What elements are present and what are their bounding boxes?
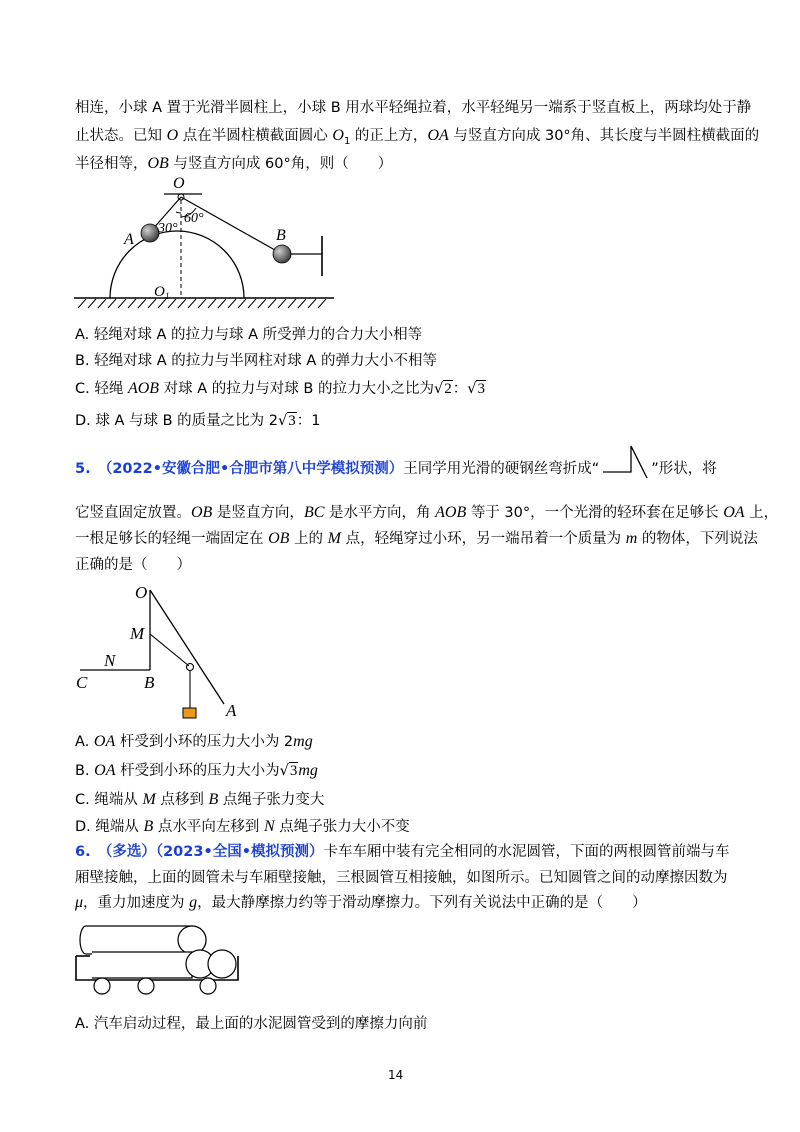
q4-option-a[interactable]: A. 轻绳对球 A 的拉力与球 A 所受弹力的合力大小相等 xyxy=(75,327,423,343)
label-o: O xyxy=(173,175,185,192)
q5-stem-line2: 它竖直固定放置。OB 是竖直方向，BC 是水平方向，角 AOB 等于 30°，一个光滑的轻环套在足够长 OA 上， xyxy=(75,504,779,521)
q5-figure xyxy=(72,578,262,728)
q5-stem-line3: 一根足够长的轻绳一端固定在 OB 上的 M 点，轻绳穿过小环，另一端吊着一个质量为 m 的物体，下列说法 xyxy=(75,530,758,547)
label-a: A xyxy=(226,701,237,720)
q6-truck-figure xyxy=(72,912,242,1002)
q4-stem-line1: 相连，小球 A 置于光滑半圆柱上，小球 B 用水平轻绳拉着，水平轻绳另一端系于竖直板上，两球均处于静 xyxy=(75,100,752,116)
q6-stem-line1: 6. （多选）（2023•全国•模拟预测）卡车车厢中装有完全相同的水泥圆管，下面的两根圆管前端与车 xyxy=(75,844,730,860)
wheel xyxy=(200,978,216,994)
label-o1: O xyxy=(154,284,165,300)
wheel xyxy=(94,978,110,994)
page-number: 14 xyxy=(388,1068,404,1082)
hanging-mass xyxy=(183,708,196,718)
angle-30-label: 30° xyxy=(158,221,178,236)
q5-stem-line4: 正确的是（ ） xyxy=(75,557,191,573)
label-c: C xyxy=(76,673,88,692)
q4-option-c[interactable]: C. 轻绳 AOB 对球 A 的拉力与对球 B 的拉力大小之比为√2：√3 xyxy=(75,380,485,397)
q4-stem-line3: 半径相等，OB 与竖直方向成 60°角，则（ ） xyxy=(75,155,393,172)
q5-option-c[interactable]: C. 绳端从 M 点移到 B 点绳子张力变大 xyxy=(75,791,325,808)
label-m: M xyxy=(130,624,145,643)
q5-option-b[interactable]: B. OA 杆受到小环的压力大小为√3mg xyxy=(75,762,318,779)
label-b: B xyxy=(276,227,286,244)
label-o1-sub: 1 xyxy=(165,291,170,301)
q5-option-a[interactable]: A. OA 杆受到小环的压力大小为 2mg xyxy=(75,733,313,750)
label-b: B xyxy=(144,673,155,692)
label-o: O xyxy=(135,583,148,602)
q6-option-a[interactable]: A. 汽车启动过程，最上面的水泥圆管受到的摩擦力向前 xyxy=(75,1016,428,1032)
q4-option-b[interactable]: B. 轻绳对球 A 的拉力与半网柱对球 A 的弹力大小不相等 xyxy=(75,353,437,369)
label-a: A xyxy=(124,231,134,248)
q4-option-d[interactable]: D. 球 A 与球 B 的质量之比为 2√3：1 xyxy=(75,413,321,429)
wire-shape-icon xyxy=(601,444,649,480)
ball-a xyxy=(141,224,159,242)
q4-figure xyxy=(72,172,342,312)
q6-stem-line2: 厢壁接触，上面的圆管未与车厢壁接触，三根圆管互相接触，如图所示。已知圆管之间的动摩擦因数为 xyxy=(75,870,728,886)
ball-b xyxy=(273,245,291,263)
q5-stem-line1: 5. （2022•安徽合肥•合肥市第八中学模拟预测）王同学用光滑的硬钢丝弯折成“ ”形状，将 xyxy=(75,458,717,480)
q5-header: 5. （2022•安徽合肥•合肥市第八中学模拟预测） xyxy=(75,461,404,477)
wheel xyxy=(138,978,154,994)
label-n: N xyxy=(104,651,116,670)
angle-60-label: 60° xyxy=(184,211,204,226)
q4-stem-line2: 止状态。已知 O 点在半圆柱横截面圆心 $O_1$ 的正上方，OA 与竖直方向成 30°角、其长度与半圆柱横截面的 xyxy=(75,127,760,147)
q5-option-d[interactable]: D. 绳端从 B 点水平向左移到 N 点绳子张力大小不变 xyxy=(75,818,410,835)
q6-stem-line3: μ，重力加速度为 g，最大静摩擦力约等于滑动摩擦力。下列有关说法中正确的是（ ） xyxy=(75,894,647,911)
q6-header: 6. （多选）（2023•全国•模拟预测） xyxy=(75,844,324,860)
